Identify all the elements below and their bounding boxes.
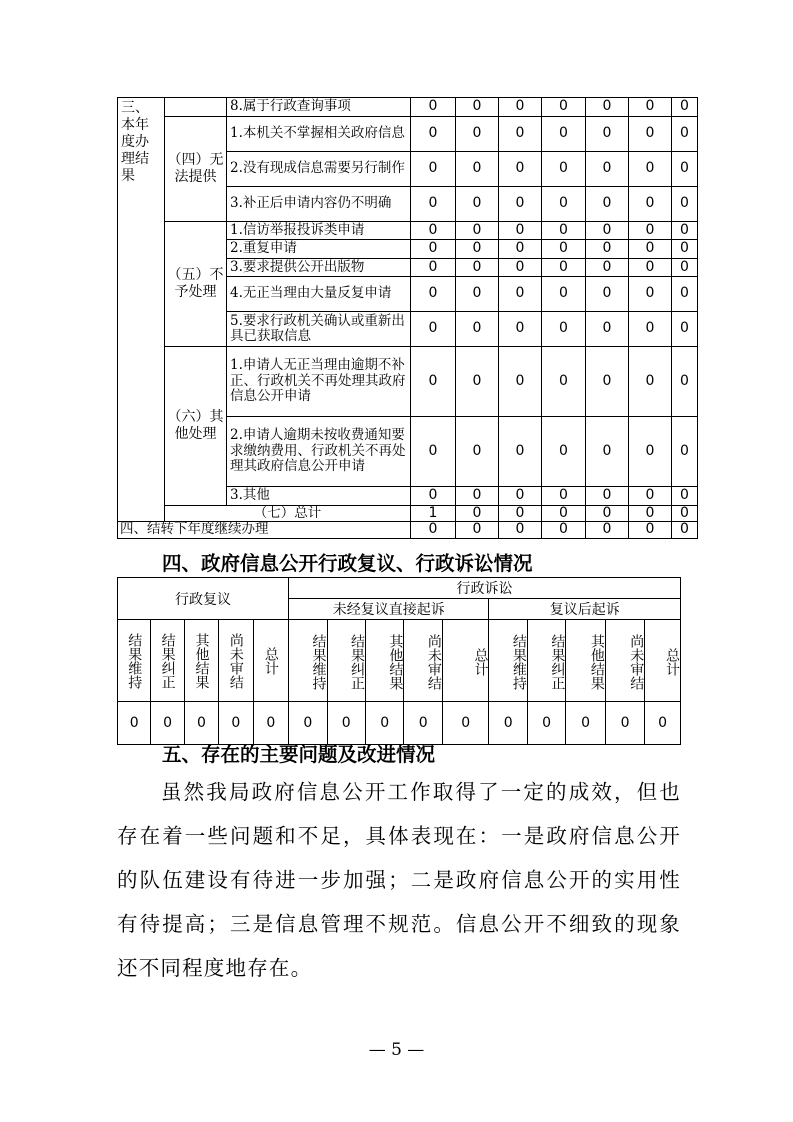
- table-row: [118, 116, 698, 151]
- value-cell: 0: [586, 487, 629, 506]
- item-label: 8.属于行政查询事项: [227, 98, 411, 117]
- value-cell: 0: [442, 702, 489, 745]
- value-cell: 0: [586, 522, 629, 539]
- value-cell: 0: [542, 116, 586, 151]
- after-review-suit-header: 复议后起诉: [489, 599, 681, 620]
- item-label: 3.补正后申请内容仍不明确: [227, 186, 411, 221]
- value-cell: 0: [411, 258, 456, 277]
- value-cell: 0: [586, 312, 629, 347]
- item-label: 3.要求提供公开出版物: [227, 258, 411, 277]
- value-cell: 0: [253, 702, 288, 745]
- table-row: [118, 505, 698, 522]
- value-cell: 0: [499, 487, 542, 506]
- value-cell: 0: [411, 116, 456, 151]
- problems-paragraph: 虽然我局政府信息公开工作取得了一定的成效，但也存在着一些问题和不足，具体表现在：一是政府信息公开的队伍建设有待进一步加强；二是政府信息公开的实用性有待提高；三是信息管理不规范。信息公开不细致的现象还不同程度地存在。: [117, 780, 681, 980]
- item-label: 5.要求行政机关确认或重新出具已获取信息: [227, 312, 411, 347]
- item-label: 2.没有现成信息需要另行制作: [227, 151, 411, 186]
- item-label: 1.申请人无正当理由逾期不补正、行政机关不再处理其政府信息公开申请: [227, 347, 411, 417]
- page-number: — 5 —: [368, 1040, 425, 1060]
- value-cell: 0: [456, 347, 499, 417]
- value-cell: 0: [489, 702, 527, 745]
- results-table: [117, 97, 698, 539]
- value-cell: 0: [456, 487, 499, 506]
- column-header: 总计: [442, 620, 489, 702]
- column-header: 结果维持: [118, 620, 151, 702]
- value-cell: 0: [118, 702, 151, 745]
- value-cell: 0: [542, 505, 586, 522]
- value-cell: 0: [542, 221, 586, 240]
- column-header: 结果纠正: [527, 620, 565, 702]
- value-cell: 0: [672, 347, 698, 417]
- table-row: [118, 522, 698, 539]
- value-cell: 0: [586, 240, 629, 259]
- value-cell: 0: [542, 487, 586, 506]
- table-row: [118, 578, 681, 599]
- value-cell: 0: [672, 240, 698, 259]
- value-cell: 0: [672, 277, 698, 312]
- value-cell: 0: [542, 240, 586, 259]
- value-cell: 0: [527, 702, 565, 745]
- direct-suit-header: 未经复议直接起诉: [289, 599, 489, 620]
- value-cell: 0: [672, 186, 698, 221]
- value-cell: 0: [456, 151, 499, 186]
- value-cell: 0: [542, 347, 586, 417]
- value-cell: 0: [629, 221, 672, 240]
- column-header: 结果纠正: [327, 620, 365, 702]
- item-label: 1.本机关不掌握相关政府信息: [227, 116, 411, 151]
- value-cell: 0: [151, 702, 184, 745]
- value-cell: 0: [542, 417, 586, 487]
- value-cell: 0: [629, 505, 672, 522]
- value-cell: 0: [499, 240, 542, 259]
- column-header: 尚未审结: [605, 620, 644, 702]
- value-cell: 0: [456, 186, 499, 221]
- table-row: [118, 221, 698, 240]
- litigation-header: 行政诉讼: [289, 578, 681, 599]
- value-cell: 0: [499, 312, 542, 347]
- column-header: 其他结果: [566, 620, 605, 702]
- value-cell: 0: [586, 98, 629, 117]
- value-cell: 0: [499, 505, 542, 522]
- value-cell: 1: [411, 505, 456, 522]
- value-cell: 0: [586, 151, 629, 186]
- review-header: 行政复议: [118, 578, 289, 620]
- value-cell: 0: [542, 98, 586, 117]
- value-cell: 0: [456, 417, 499, 487]
- value-cell: 0: [542, 522, 586, 539]
- group-label: （四）无法提供: [165, 116, 227, 221]
- value-cell: 0: [499, 151, 542, 186]
- total-label: （七）总计: [165, 505, 411, 522]
- value-cell: 0: [456, 258, 499, 277]
- value-cell: 0: [629, 417, 672, 487]
- value-cell: 0: [542, 151, 586, 186]
- value-cell: 0: [456, 116, 499, 151]
- value-cell: 0: [672, 221, 698, 240]
- value-cell: 0: [672, 522, 698, 539]
- value-cell: 0: [629, 277, 672, 312]
- value-cell: 0: [629, 487, 672, 506]
- value-cell: 0: [411, 487, 456, 506]
- value-cell: 0: [184, 702, 218, 745]
- value-cell: 0: [586, 116, 629, 151]
- value-cell: 0: [542, 186, 586, 221]
- value-cell: 0: [499, 116, 542, 151]
- column-header: 其他结果: [184, 620, 218, 702]
- value-cell: 0: [456, 522, 499, 539]
- section-heading-5: 五、存在的主要问题及改进情况: [162, 743, 436, 766]
- value-cell: 0: [629, 186, 672, 221]
- group-label: （五）不予处理: [165, 221, 227, 347]
- value-cell: 0: [499, 522, 542, 539]
- value-cell: 0: [566, 702, 605, 745]
- value-cell: 0: [499, 417, 542, 487]
- value-cell: 0: [629, 258, 672, 277]
- value-cell: 0: [365, 702, 403, 745]
- value-cell: 0: [219, 702, 253, 745]
- item-label: 2.重复申请: [227, 240, 411, 259]
- item-label: 2.申请人逾期未按收费通知要求缴纳费用、行政机关不再处理其政府信息公开申请: [227, 417, 411, 487]
- column-header: 尚未审结: [219, 620, 253, 702]
- column-header: 结果纠正: [151, 620, 184, 702]
- review-litigation-table: [117, 577, 681, 745]
- value-cell: 0: [629, 98, 672, 117]
- table-row: [118, 347, 698, 417]
- column-header: 尚未审结: [404, 620, 442, 702]
- value-cell: 0: [289, 702, 327, 745]
- value-cell: 0: [411, 186, 456, 221]
- value-cell: 0: [411, 347, 456, 417]
- value-cell: 0: [586, 417, 629, 487]
- value-cell: 0: [499, 277, 542, 312]
- value-cell: 0: [672, 312, 698, 347]
- column-header: 结果维持: [489, 620, 527, 702]
- value-cell: 0: [586, 277, 629, 312]
- value-cell: 0: [672, 505, 698, 522]
- value-cell: 0: [629, 347, 672, 417]
- table-row: [118, 620, 681, 702]
- value-cell: 0: [456, 505, 499, 522]
- column-header: 结果维持: [289, 620, 327, 702]
- value-cell: 0: [411, 151, 456, 186]
- value-cell: 0: [411, 221, 456, 240]
- value-cell: 0: [456, 312, 499, 347]
- value-cell: 0: [456, 221, 499, 240]
- column-header: 其他结果: [365, 620, 403, 702]
- value-cell: 0: [645, 702, 681, 745]
- value-cell: 0: [672, 98, 698, 117]
- value-cell: 0: [499, 98, 542, 117]
- value-cell: 0: [411, 312, 456, 347]
- section-label: 三、本年度办理结果: [118, 98, 165, 522]
- value-cell: 0: [411, 98, 456, 117]
- value-cell: 0: [586, 347, 629, 417]
- value-cell: 0: [499, 221, 542, 240]
- carry-label: 四、结转下年度继续办理: [118, 522, 411, 539]
- empty-cell: [165, 98, 227, 117]
- value-cell: 0: [629, 116, 672, 151]
- value-cell: 0: [542, 258, 586, 277]
- value-cell: 0: [672, 258, 698, 277]
- value-cell: 0: [586, 221, 629, 240]
- value-cell: 0: [672, 151, 698, 186]
- value-cell: 0: [586, 186, 629, 221]
- value-cell: 0: [629, 312, 672, 347]
- value-cell: 0: [327, 702, 365, 745]
- table-row: [118, 98, 698, 117]
- value-cell: 0: [672, 417, 698, 487]
- group-label: （六）其他处理: [165, 347, 227, 506]
- value-cell: 0: [499, 186, 542, 221]
- value-cell: 0: [629, 151, 672, 186]
- section-heading-4: 四、政府信息公开行政复议、行政诉讼情况: [162, 552, 533, 575]
- value-cell: 0: [411, 417, 456, 487]
- value-cell: 0: [411, 240, 456, 259]
- value-cell: 0: [605, 702, 644, 745]
- value-cell: 0: [629, 240, 672, 259]
- value-cell: 0: [499, 258, 542, 277]
- value-cell: 0: [629, 522, 672, 539]
- value-cell: 0: [456, 277, 499, 312]
- value-cell: 0: [456, 240, 499, 259]
- column-header: 总计: [645, 620, 681, 702]
- item-label: 1.信访举报投诉类申请: [227, 221, 411, 240]
- column-header: 总计: [253, 620, 288, 702]
- item-label: 4.无正当理由大量反复申请: [227, 277, 411, 312]
- value-cell: 0: [542, 312, 586, 347]
- value-cell: 0: [411, 522, 456, 539]
- value-cell: 0: [404, 702, 442, 745]
- value-cell: 0: [456, 98, 499, 117]
- value-cell: 0: [672, 116, 698, 151]
- value-cell: 0: [672, 487, 698, 506]
- value-cell: 0: [411, 277, 456, 312]
- value-cell: 0: [542, 277, 586, 312]
- value-cell: 0: [499, 347, 542, 417]
- value-cell: 0: [586, 258, 629, 277]
- value-cell: 0: [586, 505, 629, 522]
- item-label: 3.其他: [227, 487, 411, 506]
